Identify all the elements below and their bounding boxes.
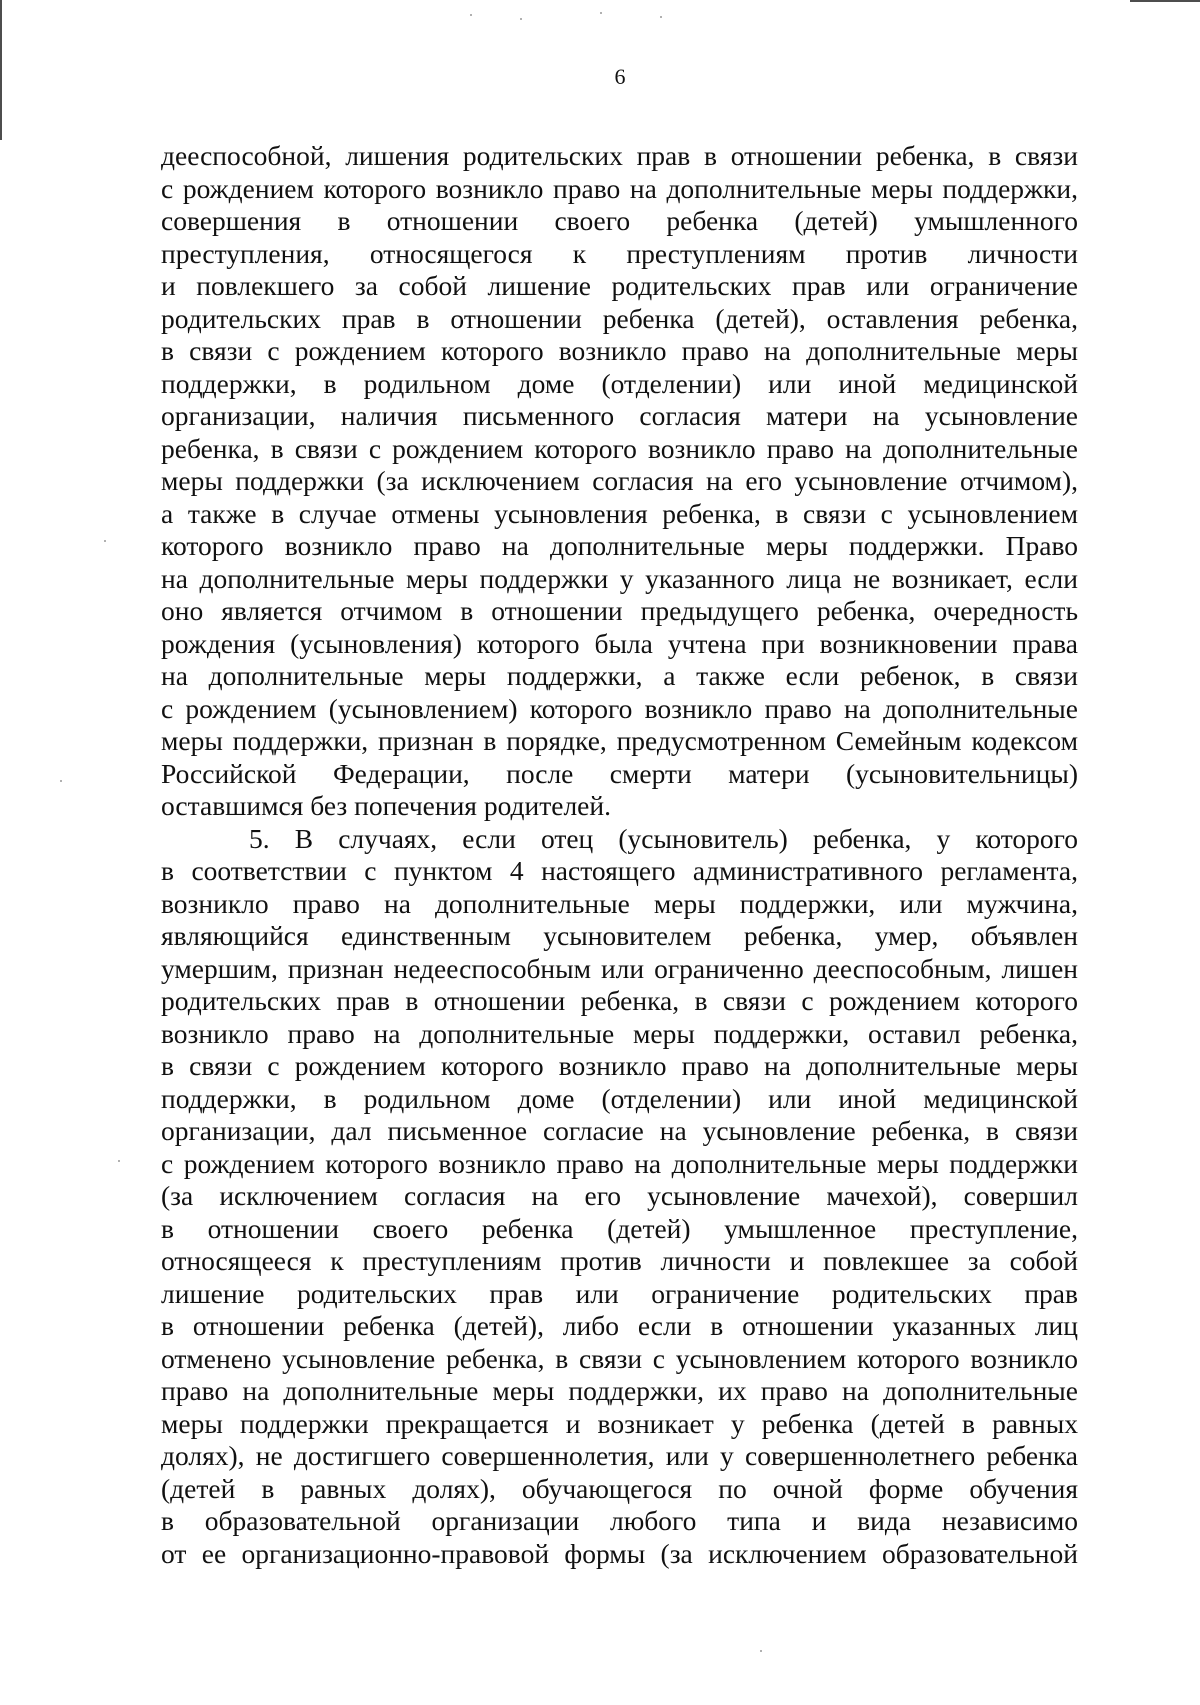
text-line: в образовательной организации любого типа и вида независимо bbox=[161, 1505, 1078, 1536]
scan-speck bbox=[520, 18, 522, 20]
scan-speck bbox=[60, 780, 62, 782]
scan-speck bbox=[118, 1160, 120, 1162]
text-line: которого возникло право на дополнительные меры поддержки. Право bbox=[161, 530, 1078, 561]
text-line: (детей в равных долях), обучающегося по очной форме обучения bbox=[161, 1472, 1078, 1504]
text-line: (за исключением согласия на его усыновление мачехой), совершил bbox=[161, 1180, 1078, 1211]
text-line: организации, дал письменное согласие на усыновление ребенка, в связи bbox=[161, 1115, 1078, 1146]
text-line: отменено усыновление ребенка, в связи с усыновлением которого возникло bbox=[161, 1342, 1078, 1374]
text-line: ребенка, в связи с рождением которого возникло право на дополнительные bbox=[161, 432, 1078, 464]
text-line: от ее организационно-правовой формы (за исключением образовательной bbox=[161, 1537, 1078, 1569]
text-line: меры поддержки, признан в порядке, предусмотренном Семейным кодексом bbox=[161, 725, 1078, 756]
text-line: право на дополнительные меры поддержки, их право на дополнительные bbox=[161, 1375, 1078, 1406]
text-line: рождения (усыновления) которого была учтена при возникновении права bbox=[161, 627, 1078, 659]
text-line: и повлекшего за собой лишение родительских прав или ограничение bbox=[161, 270, 1078, 301]
scan-edge-top-right bbox=[1130, 0, 1200, 2]
scan-speck bbox=[470, 14, 472, 16]
text-line: лишение родительских прав или ограничение родительских прав bbox=[161, 1277, 1078, 1309]
text-line: с рождением (усыновлением) которого возникло право на дополнительные bbox=[161, 692, 1078, 724]
text-line: долях), не достигшего совершеннолетия, или у совершеннолетнего ребенка bbox=[161, 1440, 1078, 1471]
text-line: Российской Федерации, после смерти матери (усыновительницы) bbox=[161, 757, 1078, 789]
text-line: поддержки, в родильном доме (отделении) или иной медицинской bbox=[161, 367, 1078, 399]
scan-speck bbox=[600, 12, 602, 14]
text-line: в связи с рождением которого возникло право на дополнительные меры bbox=[161, 335, 1078, 366]
text-line: оставшимся без попечения родителей. bbox=[161, 790, 611, 821]
text-line: умершим, признан недееспособным или ограниченно дееспособным, лишен bbox=[161, 952, 1078, 984]
scan-speck bbox=[104, 540, 106, 542]
text-line: возникло право на дополнительные меры поддержки, оставил ребенка, bbox=[161, 1017, 1078, 1049]
text-line: на дополнительные меры поддержки, а также если ребенок, в связи bbox=[161, 660, 1078, 691]
text-line: оно является отчимом в отношении предыдущего ребенка, очередность bbox=[161, 595, 1078, 626]
text-line: поддержки, в родильном доме (отделении) или иной медицинской bbox=[161, 1082, 1078, 1114]
text-line: родительских прав в отношении ребенка, в связи с рождением которого bbox=[161, 985, 1078, 1016]
text-line: меры поддержки прекращается и возникает у ребенка (детей в равных bbox=[161, 1407, 1078, 1439]
text-line: в связи с рождением которого возникло право на дополнительные меры bbox=[161, 1050, 1078, 1081]
page-number: 6 bbox=[614, 64, 626, 89]
text-line: меры поддержки (за исключением согласия на его усыновление отчимом), bbox=[161, 465, 1078, 496]
scan-speck bbox=[660, 16, 662, 18]
text-line: дееспособной, лишения родительских прав в отношении ребенка, в связи bbox=[161, 140, 1078, 171]
text-line: в отношении ребенка (детей), либо если в отношении указанных лиц bbox=[161, 1310, 1078, 1341]
text-line: в соответствии с пунктом 4 настоящего административного регламента, bbox=[161, 855, 1078, 886]
text-line: относящееся к преступлениям против личности и повлекшее за собой bbox=[161, 1245, 1078, 1276]
text-line: являющийся единственным усыновителем ребенка, умер, объявлен bbox=[161, 920, 1078, 951]
text-line: совершения в отношении своего ребенка (детей) умышленного bbox=[161, 205, 1078, 236]
text-line: организации, наличия письменного согласия матери на усыновление bbox=[161, 400, 1078, 431]
text-line: а также в случае отмены усыновления ребенка, в связи с усыновлением bbox=[161, 497, 1078, 529]
body-text bbox=[161, 140, 1078, 1570]
text-line: в отношении своего ребенка (детей) умышленное преступление, bbox=[161, 1212, 1078, 1244]
text-line: возникло право на дополнительные меры поддержки, или мужчина, bbox=[161, 887, 1078, 919]
text-line: на дополнительные меры поддержки у указанного лица не возникает, если bbox=[161, 562, 1078, 594]
text-line: родительских прав в отношении ребенка (детей), оставления ребенка, bbox=[161, 302, 1078, 334]
text-line: с рождением которого возникло право на дополнительные меры поддержки, bbox=[161, 172, 1078, 204]
text-line: с рождением которого возникло право на дополнительные меры поддержки bbox=[161, 1147, 1078, 1179]
scan-speck bbox=[760, 1650, 762, 1652]
text-line: 5. В случаях, если отец (усыновитель) ребенка, у которого bbox=[249, 822, 1078, 854]
text-line: преступления, относящегося к преступлениям против личности bbox=[161, 237, 1078, 269]
